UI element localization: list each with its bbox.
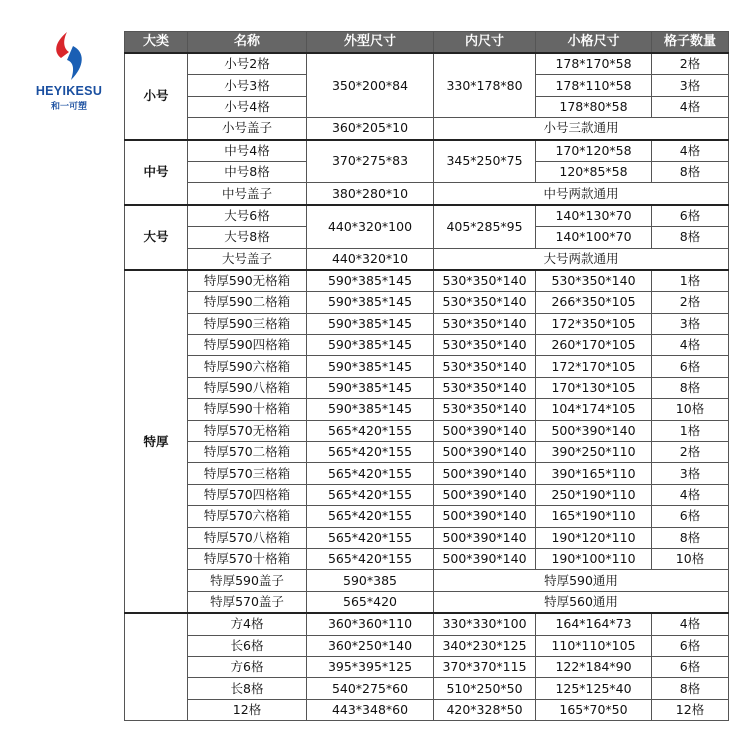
value-cell: 4格 bbox=[652, 96, 729, 117]
value-cell: 330*330*100 bbox=[434, 613, 536, 635]
value-cell: 590*385*145 bbox=[307, 356, 434, 377]
value-cell: 360*205*10 bbox=[307, 118, 434, 140]
value-cell: 8格 bbox=[652, 377, 729, 398]
value-cell: 170*130*105 bbox=[536, 377, 652, 398]
value-cell: 590*385*145 bbox=[307, 292, 434, 313]
name-cell: 特厚570十格箱 bbox=[188, 548, 307, 569]
table-row bbox=[125, 527, 729, 548]
name-cell: 大号6格 bbox=[188, 205, 307, 227]
value-cell: 8格 bbox=[652, 527, 729, 548]
value-cell: 8格 bbox=[652, 678, 729, 699]
value-cell: 1格 bbox=[652, 420, 729, 441]
value-cell: 2格 bbox=[652, 442, 729, 463]
name-cell: 特厚570二格箱 bbox=[188, 442, 307, 463]
value-cell: 395*395*125 bbox=[307, 656, 434, 677]
table-row bbox=[125, 313, 729, 334]
value-cell: 443*348*60 bbox=[307, 699, 434, 720]
value-cell: 8格 bbox=[652, 227, 729, 248]
value-cell: 530*350*140 bbox=[434, 335, 536, 356]
value-cell: 10格 bbox=[652, 399, 729, 420]
value-cell: 1格 bbox=[652, 270, 729, 292]
name-cell: 大号盖子 bbox=[188, 248, 307, 270]
value-cell: 3格 bbox=[652, 463, 729, 484]
value-cell: 特厚590通用 bbox=[434, 570, 729, 591]
value-cell: 590*385*145 bbox=[307, 335, 434, 356]
value-cell: 350*200*84 bbox=[307, 53, 434, 118]
value-cell: 500*390*140 bbox=[434, 442, 536, 463]
value-cell: 3格 bbox=[652, 75, 729, 96]
column-header: 外型尺寸 bbox=[307, 32, 434, 54]
table-row bbox=[125, 484, 729, 505]
value-cell: 6格 bbox=[652, 506, 729, 527]
table-row bbox=[125, 548, 729, 569]
value-cell: 122*184*90 bbox=[536, 656, 652, 677]
spec-table bbox=[124, 31, 729, 721]
value-cell: 590*385 bbox=[307, 570, 434, 591]
value-cell: 565*420*155 bbox=[307, 420, 434, 441]
value-cell: 565*420*155 bbox=[307, 484, 434, 505]
category-cell bbox=[125, 613, 188, 720]
value-cell: 6格 bbox=[652, 356, 729, 377]
table-row bbox=[125, 442, 729, 463]
brand-name-cn: 和一可塑 bbox=[50, 102, 87, 112]
name-cell: 特厚570盖子 bbox=[188, 591, 307, 613]
value-cell: 4格 bbox=[652, 484, 729, 505]
value-cell: 4格 bbox=[652, 335, 729, 356]
name-cell: 12格 bbox=[188, 699, 307, 720]
value-cell: 178*110*58 bbox=[536, 75, 652, 96]
category-cell: 特厚 bbox=[125, 270, 188, 613]
value-cell: 510*250*50 bbox=[434, 678, 536, 699]
value-cell: 530*350*140 bbox=[434, 270, 536, 292]
value-cell: 330*178*80 bbox=[434, 53, 536, 118]
value-cell: 500*390*140 bbox=[434, 527, 536, 548]
value-cell: 8格 bbox=[652, 161, 729, 182]
value-cell: 500*390*140 bbox=[434, 506, 536, 527]
value-cell: 110*110*105 bbox=[536, 635, 652, 656]
name-cell: 方4格 bbox=[188, 613, 307, 635]
value-cell: 590*385*145 bbox=[307, 270, 434, 292]
value-cell: 500*390*140 bbox=[434, 420, 536, 441]
name-cell: 小号4格 bbox=[188, 96, 307, 117]
value-cell: 420*328*50 bbox=[434, 699, 536, 720]
value-cell: 125*125*40 bbox=[536, 678, 652, 699]
value-cell: 530*350*140 bbox=[434, 313, 536, 334]
value-cell: 178*80*58 bbox=[536, 96, 652, 117]
value-cell: 565*420*155 bbox=[307, 463, 434, 484]
name-cell: 中号8格 bbox=[188, 161, 307, 182]
table-row bbox=[125, 335, 729, 356]
value-cell: 380*280*10 bbox=[307, 183, 434, 205]
value-cell: 345*250*75 bbox=[434, 140, 536, 183]
value-cell: 164*164*73 bbox=[536, 613, 652, 635]
value-cell: 4格 bbox=[652, 140, 729, 162]
value-cell: 大号两款通用 bbox=[434, 248, 729, 270]
value-cell: 530*350*140 bbox=[434, 399, 536, 420]
name-cell: 特厚590三格箱 bbox=[188, 313, 307, 334]
value-cell: 370*370*115 bbox=[434, 656, 536, 677]
value-cell: 190*100*110 bbox=[536, 548, 652, 569]
value-cell: 2格 bbox=[652, 292, 729, 313]
value-cell: 170*120*58 bbox=[536, 140, 652, 162]
value-cell: 4格 bbox=[652, 613, 729, 635]
name-cell: 大号8格 bbox=[188, 227, 307, 248]
category-cell: 大号 bbox=[125, 205, 188, 270]
value-cell: 165*70*50 bbox=[536, 699, 652, 720]
logo bbox=[14, 30, 124, 120]
column-header: 小格尺寸 bbox=[536, 32, 652, 54]
value-cell: 360*250*140 bbox=[307, 635, 434, 656]
value-cell: 590*385*145 bbox=[307, 399, 434, 420]
table-row bbox=[125, 678, 729, 699]
name-cell: 特厚590六格箱 bbox=[188, 356, 307, 377]
value-cell: 500*390*140 bbox=[434, 463, 536, 484]
value-cell: 500*390*140 bbox=[434, 548, 536, 569]
table-row bbox=[125, 656, 729, 677]
table-row bbox=[125, 205, 729, 227]
value-cell: 104*174*105 bbox=[536, 399, 652, 420]
value-cell: 370*275*83 bbox=[307, 140, 434, 183]
value-cell: 500*390*140 bbox=[536, 420, 652, 441]
name-cell: 中号4格 bbox=[188, 140, 307, 162]
value-cell: 530*350*140 bbox=[434, 377, 536, 398]
name-cell: 小号2格 bbox=[188, 53, 307, 75]
table-row bbox=[125, 570, 729, 591]
table-row bbox=[125, 140, 729, 162]
table-row bbox=[125, 463, 729, 484]
name-cell: 长6格 bbox=[188, 635, 307, 656]
name-cell: 特厚570六格箱 bbox=[188, 506, 307, 527]
value-cell: 165*190*110 bbox=[536, 506, 652, 527]
value-cell: 440*320*10 bbox=[307, 248, 434, 270]
table-row bbox=[125, 118, 729, 140]
name-cell: 小号3格 bbox=[188, 75, 307, 96]
value-cell: 2格 bbox=[652, 53, 729, 75]
value-cell: 140*100*70 bbox=[536, 227, 652, 248]
value-cell: 6格 bbox=[652, 205, 729, 227]
table-row bbox=[125, 292, 729, 313]
value-cell: 530*350*140 bbox=[536, 270, 652, 292]
name-cell: 长8格 bbox=[188, 678, 307, 699]
name-cell: 特厚570八格箱 bbox=[188, 527, 307, 548]
value-cell: 590*385*145 bbox=[307, 377, 434, 398]
value-cell: 440*320*100 bbox=[307, 205, 434, 248]
table-row bbox=[125, 399, 729, 420]
category-cell: 小号 bbox=[125, 53, 188, 140]
value-cell: 140*130*70 bbox=[536, 205, 652, 227]
value-cell: 360*360*110 bbox=[307, 613, 434, 635]
value-cell: 小号三款通用 bbox=[434, 118, 729, 140]
table-row bbox=[125, 613, 729, 635]
value-cell: 178*170*58 bbox=[536, 53, 652, 75]
value-cell: 390*250*110 bbox=[536, 442, 652, 463]
value-cell: 10格 bbox=[652, 548, 729, 569]
name-cell: 小号盖子 bbox=[188, 118, 307, 140]
value-cell: 266*350*105 bbox=[536, 292, 652, 313]
value-cell: 6格 bbox=[652, 635, 729, 656]
name-cell: 特厚570三格箱 bbox=[188, 463, 307, 484]
value-cell: 405*285*95 bbox=[434, 205, 536, 248]
value-cell: 250*190*110 bbox=[536, 484, 652, 505]
header-row bbox=[125, 32, 729, 54]
column-header: 内尺寸 bbox=[434, 32, 536, 54]
name-cell: 特厚590无格箱 bbox=[188, 270, 307, 292]
value-cell: 172*350*105 bbox=[536, 313, 652, 334]
value-cell: 540*275*60 bbox=[307, 678, 434, 699]
value-cell: 565*420*155 bbox=[307, 527, 434, 548]
value-cell: 565*420*155 bbox=[307, 548, 434, 569]
name-cell: 特厚570四格箱 bbox=[188, 484, 307, 505]
column-header: 格子数量 bbox=[652, 32, 729, 54]
name-cell: 特厚590二格箱 bbox=[188, 292, 307, 313]
value-cell: 120*85*58 bbox=[536, 161, 652, 182]
table-row bbox=[125, 699, 729, 720]
table-row bbox=[125, 377, 729, 398]
table-row bbox=[125, 356, 729, 377]
value-cell: 565*420 bbox=[307, 591, 434, 613]
value-cell: 500*390*140 bbox=[434, 484, 536, 505]
name-cell: 方6格 bbox=[188, 656, 307, 677]
value-cell: 172*170*105 bbox=[536, 356, 652, 377]
value-cell: 340*230*125 bbox=[434, 635, 536, 656]
value-cell: 565*420*155 bbox=[307, 506, 434, 527]
table-row bbox=[125, 420, 729, 441]
category-cell: 中号 bbox=[125, 140, 188, 205]
value-cell: 390*165*110 bbox=[536, 463, 652, 484]
value-cell: 530*350*140 bbox=[434, 356, 536, 377]
table-row bbox=[125, 183, 729, 205]
table-row bbox=[125, 248, 729, 270]
value-cell: 190*120*110 bbox=[536, 527, 652, 548]
value-cell: 特厚560通用 bbox=[434, 591, 729, 613]
logo-mark-icon bbox=[47, 30, 91, 82]
name-cell: 特厚590十格箱 bbox=[188, 399, 307, 420]
value-cell: 565*420*155 bbox=[307, 442, 434, 463]
value-cell: 中号两款通用 bbox=[434, 183, 729, 205]
name-cell: 特厚590四格箱 bbox=[188, 335, 307, 356]
value-cell: 12格 bbox=[652, 699, 729, 720]
table-row bbox=[125, 635, 729, 656]
name-cell: 特厚570无格箱 bbox=[188, 420, 307, 441]
table-row bbox=[125, 591, 729, 613]
value-cell: 590*385*145 bbox=[307, 313, 434, 334]
column-header: 大类 bbox=[125, 32, 188, 54]
value-cell: 6格 bbox=[652, 656, 729, 677]
brand-name: HEYIKESU bbox=[35, 84, 103, 98]
table-row bbox=[125, 506, 729, 527]
name-cell: 特厚590盖子 bbox=[188, 570, 307, 591]
value-cell: 530*350*140 bbox=[434, 292, 536, 313]
value-cell: 3格 bbox=[652, 313, 729, 334]
table-row bbox=[125, 53, 729, 75]
name-cell: 特厚590八格箱 bbox=[188, 377, 307, 398]
name-cell: 中号盖子 bbox=[188, 183, 307, 205]
value-cell: 260*170*105 bbox=[536, 335, 652, 356]
table-row bbox=[125, 270, 729, 292]
column-header: 名称 bbox=[188, 32, 307, 54]
